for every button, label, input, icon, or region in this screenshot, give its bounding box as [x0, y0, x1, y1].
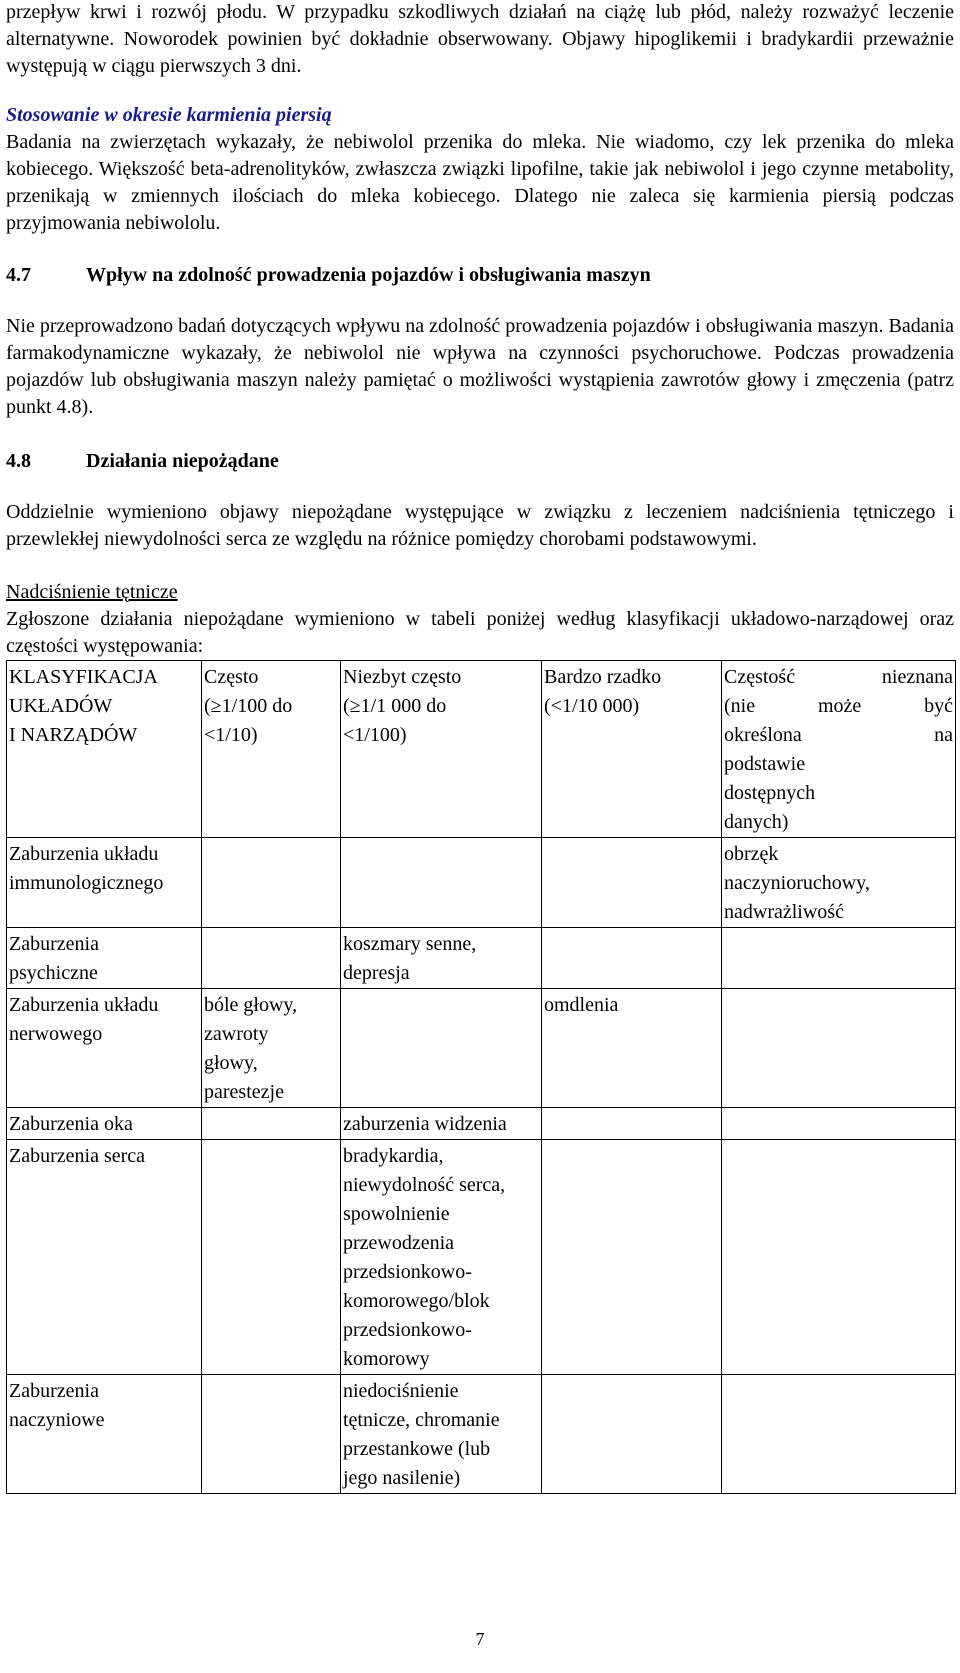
cell-line: (≥1/1 000 do [343, 695, 447, 717]
uncommon-cell [341, 928, 542, 989]
hypertension-heading: Nadciśnienie tętnicze [6, 581, 178, 603]
organ-class-cell [7, 1375, 202, 1494]
section-number: 4.8 [6, 450, 31, 472]
cell-line: podstawie [724, 753, 806, 775]
cell-line: komorowego/blok [343, 1290, 490, 1312]
cell-line: określona na [724, 724, 953, 746]
cell-line: niewydolność serca, [343, 1174, 506, 1196]
header-very-rare [542, 661, 722, 838]
cell-line: immunologicznego [9, 872, 164, 894]
very-rare-cell [542, 928, 722, 989]
common-cell [202, 838, 341, 928]
very-rare-cell [542, 1108, 722, 1140]
cell-line: Bardzo rzadko [544, 666, 662, 688]
cell-line: parestezje [204, 1081, 284, 1103]
cell-line: Często [204, 666, 259, 688]
very-rare-cell [542, 1375, 722, 1494]
cell-line: bóle głowy, [204, 994, 298, 1016]
intro-paragraph: przepływ krwi i rozwój płodu. W przypadku szkodliwych działań na ciążę lub płód, należy rozważyć leczenie alternatywne. Noworodek powinien być dokładnie obserwowany. Objawy hipoglikemii i bradykardii przeważnie występują w ciągu pierwszych 3 dni. [6, 1, 954, 77]
section-4-8-paragraph: Oddzielnie wymieniono objawy niepożądane występujące w związku z leczeniem nadciśnienia tętniczego i przewlekłej niewydolności serca ze względu na różnice pomiędzy chorobami podstawowymi. [6, 501, 954, 550]
very-rare-cell [542, 1140, 722, 1375]
cell-line: głowy, [204, 1052, 258, 1074]
breastfeeding-paragraph: Badania na zwierzętach wykazały, że nebiwolol przenika do mleka. Nie wiadomo, czy lek przenika do mleka kobiecego. Większość beta-adrenolityków, zwłaszcza związki lipofilne, takie jak nebiwolol i jego czynne metabolity, przenikają w zmiennych ilościach do mleka kobiecego. Dlatego nie zaleca się karmienia piersią podczas przyjmowania nebiwololu. [6, 131, 954, 234]
table-header-row [7, 661, 956, 838]
table-row [7, 1140, 956, 1375]
unknown-cell [722, 1375, 956, 1494]
page-number: 7 [475, 1629, 485, 1649]
cell-line: bradykardia, [343, 1145, 444, 1167]
organ-class-cell [7, 1108, 202, 1140]
section-title: Wpływ na zdolność prowadzenia pojazdów i obsługiwania maszyn [86, 264, 651, 286]
table-row [7, 1108, 956, 1140]
cell-line: <1/100) [343, 724, 407, 746]
common-cell [202, 989, 341, 1108]
cell-line: <1/10) [204, 724, 258, 746]
cell-line: Zaburzenia układu [9, 843, 159, 865]
cell-line: nerwowego [9, 1023, 103, 1045]
cell-line: naczyniowe [9, 1409, 105, 1431]
table-row [7, 1375, 956, 1494]
cell-line: zawroty [204, 1023, 269, 1045]
adverse-reactions-table [6, 660, 956, 1494]
header-common [202, 661, 341, 838]
cell-line: omdlenia [544, 994, 619, 1016]
cell-line: tętnicze, chromanie [343, 1409, 500, 1431]
unknown-cell [722, 838, 956, 928]
unknown-cell [722, 989, 956, 1108]
uncommon-cell [341, 989, 542, 1108]
section-4-7-paragraph: Nie przeprowadzono badań dotyczących wpływu na zdolność prowadzenia pojazdów i obsługiwania maszyn. Badania farmakodynamiczne wykazały, że nebiwolol nie wpływa na czynności psychoruchowe. Podczas prowadzenia pojazdów lub obsługiwania maszyn należy pamiętać o możliwości wystąpienia zawrotów głowy i zmęczenia (patrz punkt 4.8). [6, 315, 955, 418]
cell-line: obrzęk [724, 843, 779, 865]
common-cell [202, 1140, 341, 1375]
hypertension-paragraph: Zgłoszone działania niepożądane wymieniono w tabeli poniżej według klasyfikacji układowo-narządowej oraz częstości występowania: [6, 608, 954, 657]
cell-line: przestankowe (lub [343, 1438, 491, 1460]
unknown-cell [722, 1140, 956, 1375]
cell-line: dostępnych [724, 782, 816, 804]
uncommon-cell [341, 1140, 542, 1375]
cell-line: (≥1/100 do [204, 695, 293, 717]
cell-line: komorowy [343, 1348, 430, 1370]
organ-class-cell [7, 1140, 202, 1375]
cell-line: naczynioruchowy, [724, 872, 870, 894]
cell-line: zaburzenia widzenia [343, 1113, 507, 1135]
organ-class-cell [7, 838, 202, 928]
organ-class-cell [7, 928, 202, 989]
cell-line: przedsionkowo- [343, 1319, 472, 1341]
header-unknown [722, 661, 956, 838]
header-organ-class [7, 661, 202, 838]
cell-line: UKŁADÓW [9, 695, 113, 717]
cell-line: depresja [343, 962, 410, 984]
section-4-7-heading [6, 262, 954, 289]
cell-line: psychiczne [9, 962, 98, 984]
cell-line: I NARZĄDÓW [9, 724, 138, 746]
cell-line: spowolnienie [343, 1203, 450, 1225]
cell-line: jego nasilenie) [343, 1467, 461, 1489]
uncommon-cell [341, 1108, 542, 1140]
cell-line: Zaburzenia układu [9, 994, 159, 1016]
cell-line: Zaburzenia [9, 1380, 99, 1402]
common-cell [202, 1108, 341, 1140]
cell-line: danych) [724, 811, 789, 833]
header-uncommon [341, 661, 542, 838]
cell-line: koszmary senne, [343, 933, 477, 955]
common-cell [202, 928, 341, 989]
cell-line: Zaburzenia oka [9, 1113, 133, 1135]
cell-line: przedsionkowo- [343, 1261, 472, 1283]
cell-line: niedociśnienie [343, 1380, 459, 1402]
organ-class-cell [7, 989, 202, 1108]
cell-line: (nie może być [724, 695, 953, 717]
section-title: Działania niepożądane [86, 450, 279, 472]
table-row [7, 989, 956, 1108]
section-number: 4.7 [6, 264, 31, 286]
table-row [7, 838, 956, 928]
cell-line: (<1/10 000) [544, 695, 640, 717]
cell-line: KLASYFIKACJA [9, 666, 158, 688]
uncommon-cell [341, 838, 542, 928]
cell-line: Zaburzenia [9, 933, 99, 955]
unknown-cell [722, 928, 956, 989]
table-body [7, 838, 956, 1494]
cell-line: Zaburzenia serca [9, 1145, 146, 1167]
cell-line: przewodzenia [343, 1232, 455, 1254]
uncommon-cell [341, 1375, 542, 1494]
cell-line: nadwrażliwość [724, 901, 844, 923]
document-page [6, 0, 954, 1494]
table-row [7, 928, 956, 989]
cell-line: Niezbyt często [343, 666, 462, 688]
breastfeeding-heading: Stosowanie w okresie karmienia piersią [6, 104, 332, 126]
very-rare-cell [542, 989, 722, 1108]
very-rare-cell [542, 838, 722, 928]
common-cell [202, 1375, 341, 1494]
unknown-cell [722, 1108, 956, 1140]
section-4-8-heading [6, 448, 954, 475]
cell-line: Częstość nieznana [724, 666, 953, 688]
